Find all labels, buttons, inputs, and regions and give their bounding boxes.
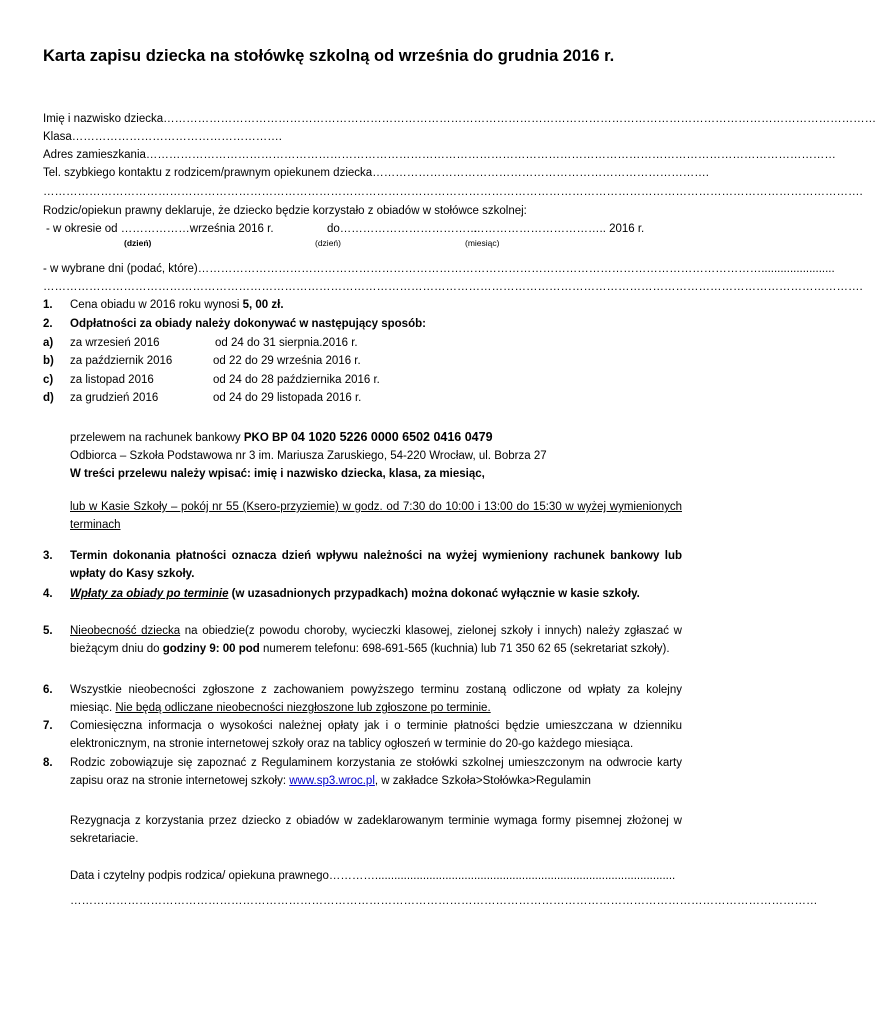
item-number-2: 2.	[43, 318, 53, 330]
recipient-line: Odbiorca – Szkoła Podstawowa nr 3 im. Mariusza Zaruskiego, 54-220 Wrocław, ul. Bobrza 27	[70, 450, 547, 462]
address-dots: ………………………………………………………………………………………………………………………………………………………………	[145, 149, 836, 161]
period-from-field: - w okresie od ………………września 2016 r.	[46, 223, 274, 235]
school-website-link[interactable]: www.sp3.wroc.pl	[289, 775, 375, 787]
schedule-month-b: za październik 2016	[70, 355, 173, 367]
signature-field	[70, 869, 676, 883]
item-8-text	[70, 754, 682, 790]
item-7-text: Comiesięczna informacja o wysokości należnej opłaty jak i o terminie płatności będzie umieszczana w dzienniku elektronicznym, na stronie internetowej szkoły oraz na tablicy ogłoszeń w terminie do 20-go każdego miesiąca.	[70, 720, 682, 750]
address-field	[43, 148, 836, 162]
bank-name: PKO BP	[243, 432, 291, 444]
absence-label: Nieobecność dziecka	[70, 625, 181, 637]
item-number-6: 6.	[43, 684, 53, 696]
phone-label: Tel. szybkiego kontaktu z rodzicem/prawnym opiekunem dziecka	[43, 167, 373, 179]
child-name-field	[43, 112, 876, 126]
schedule-range-b: od 22 do 29 września 2016 r.	[213, 355, 361, 367]
late-payment-text: (w uzasadnionych przypadkach) można dokonać wyłącznie w kasie szkoły.	[228, 588, 640, 600]
absence-text: na obiedzie(z powodu choroby, wycieczki klasowej, zielonej szkoły i innych) należy zgłaszać w bieżącym dniu do	[70, 625, 682, 655]
signature-dots: …………..............................................................................................	[328, 870, 676, 882]
period-year-field: …………………………….. 2016 r.	[473, 223, 645, 235]
schedule-letter-d: d)	[43, 392, 54, 404]
item-number-7: 7.	[43, 720, 53, 732]
regulations-text: Rodzic zobowiązuje się zapoznać z Regulaminem korzystania ze stołówki szkolnej umieszczonym na odwrocie karty zapisu oraz na stronie internetowej szkoły:	[70, 757, 682, 787]
schedule-letter-c: c)	[43, 374, 54, 386]
address-label: Adres zamieszkania	[43, 149, 146, 161]
resignation-note: Rezygnacja z korzystania przez dziecko z obiadów w zadeklarowanym terminie wymaga formy pisemnej złożonej w sekretariacie.	[70, 815, 682, 845]
transfer-note: W treści przelewu należy wpisać: imię i nazwisko dziecka, klasa, za miesiąc,	[70, 468, 485, 480]
account-number: 04 1020 5226 0000 6502 0416 0479	[290, 430, 493, 444]
page-title: Karta zapisu dziecka na stołówkę szkolną od września do grudnia 2016 r.	[43, 47, 615, 65]
late-payment-label: Wpłaty za obiady po terminie	[70, 588, 229, 600]
transfer-label: przelewem na rachunek bankowy	[70, 432, 244, 444]
absence-deduction-text: Wszystkie nieobecności zgłoszone z zachowaniem powyższego terminu zostaną odliczone od wpłaty za kolejny miesiąc.	[70, 684, 682, 714]
schedule-letter-a: a)	[43, 337, 54, 349]
schedule-month-c: za listopad 2016	[70, 374, 154, 386]
sub-label-day-2: (dzień)	[315, 238, 341, 248]
absence-no-deduction: Nie będą odliczane nieobecności niezgłoszone lub zgłoszone po terminie.	[115, 702, 491, 714]
item-5-text	[70, 622, 682, 658]
bank-transfer-line	[70, 430, 493, 445]
cashier-info: lub w Kasie Szkoły – pokój nr 55 (Ksero-przyziemie) w godz. od 7:30 do 10:00 i 13:00 do 15:30 w wyżej wymienionych terminach	[70, 501, 682, 531]
item-number-8: 8.	[43, 757, 53, 769]
item-number-4: 4.	[43, 588, 53, 600]
item-6-text	[70, 681, 682, 717]
dotted-line: …………………………………………………………………………………………………………………………………………………………………………………………….	[43, 186, 863, 198]
item-1-text	[70, 298, 284, 312]
schedule-range-a: od 24 do 31 sierpnia.2016 r.	[215, 337, 358, 349]
sub-label-month: (miesiąc)	[465, 238, 500, 248]
bottom-dotted-line: ……………………………………………………………………………………………………………………………………………………………………………	[70, 895, 818, 907]
phone-field	[43, 166, 709, 180]
schedule-letter-b: b)	[43, 355, 54, 367]
phone-dots: …………………………………………………………………………….	[372, 167, 709, 179]
price-label: Cena obiadu w 2016 roku wynosi	[70, 299, 243, 311]
schedule-month-d: za grudzień 2016	[70, 392, 159, 404]
item-number-3: 3.	[43, 550, 53, 562]
child-name-label: Imię i nazwisko dziecka	[43, 113, 164, 125]
class-field	[43, 130, 282, 144]
item-2-text: Odpłatności za obiady należy dokonywać w następujący sposób:	[70, 318, 426, 330]
dotted-line-2: …………………………………………………………………………………………………………………………………………………………………………………………….	[43, 281, 863, 293]
absence-deadline: godziny 9: 00 pod	[162, 643, 260, 655]
child-name-dots: ……………………………………………………………………………………………………………………………………………………………………	[163, 113, 876, 125]
selected-days-field	[43, 262, 835, 276]
declaration-text: Rodzic/opiekun prawny deklaruje, że dziecko będzie korzystało z obiadów w stołówce szkolnej:	[43, 205, 527, 217]
schedule-range-c: od 24 do 28 października 2016 r.	[213, 374, 380, 386]
signature-label: Data i czytelny podpis rodzica/ opiekuna prawnego	[70, 870, 329, 882]
item-4-text	[70, 585, 682, 603]
schedule-range-d: od 24 do 29 listopada 2016 r.	[213, 392, 362, 404]
price-value: 5, 00 zł.	[242, 299, 284, 311]
selected-days-dots: ………………………………………………………………………………………………………………………………….......................	[197, 263, 835, 275]
schedule-month-a: za wrzesień 2016	[70, 337, 160, 349]
item-number-1: 1.	[43, 299, 53, 311]
class-label: Klasa	[43, 131, 72, 143]
regulations-path: , w zakładce Szkoła>Stołówka>Regulamin	[374, 775, 591, 787]
item-3-text: Termin dokonania płatności oznacza dzień wpływu należności na wyżej wymieniony rachunek bankowy lub wpłaty do Kasy szkoły.	[70, 550, 682, 580]
class-dots: ……………………………………………….	[71, 131, 282, 143]
absence-phone: numerem telefonu: 698-691-565 (kuchnia) lub 71 350 62 65 (sekretariat szkoły).	[259, 643, 670, 655]
item-number-5: 5.	[43, 625, 53, 637]
period-to-field: do………………………………	[327, 223, 478, 235]
sub-label-day-1: (dzień)	[124, 238, 152, 248]
selected-days-label: - w wybrane dni (podać, które)	[43, 263, 198, 275]
